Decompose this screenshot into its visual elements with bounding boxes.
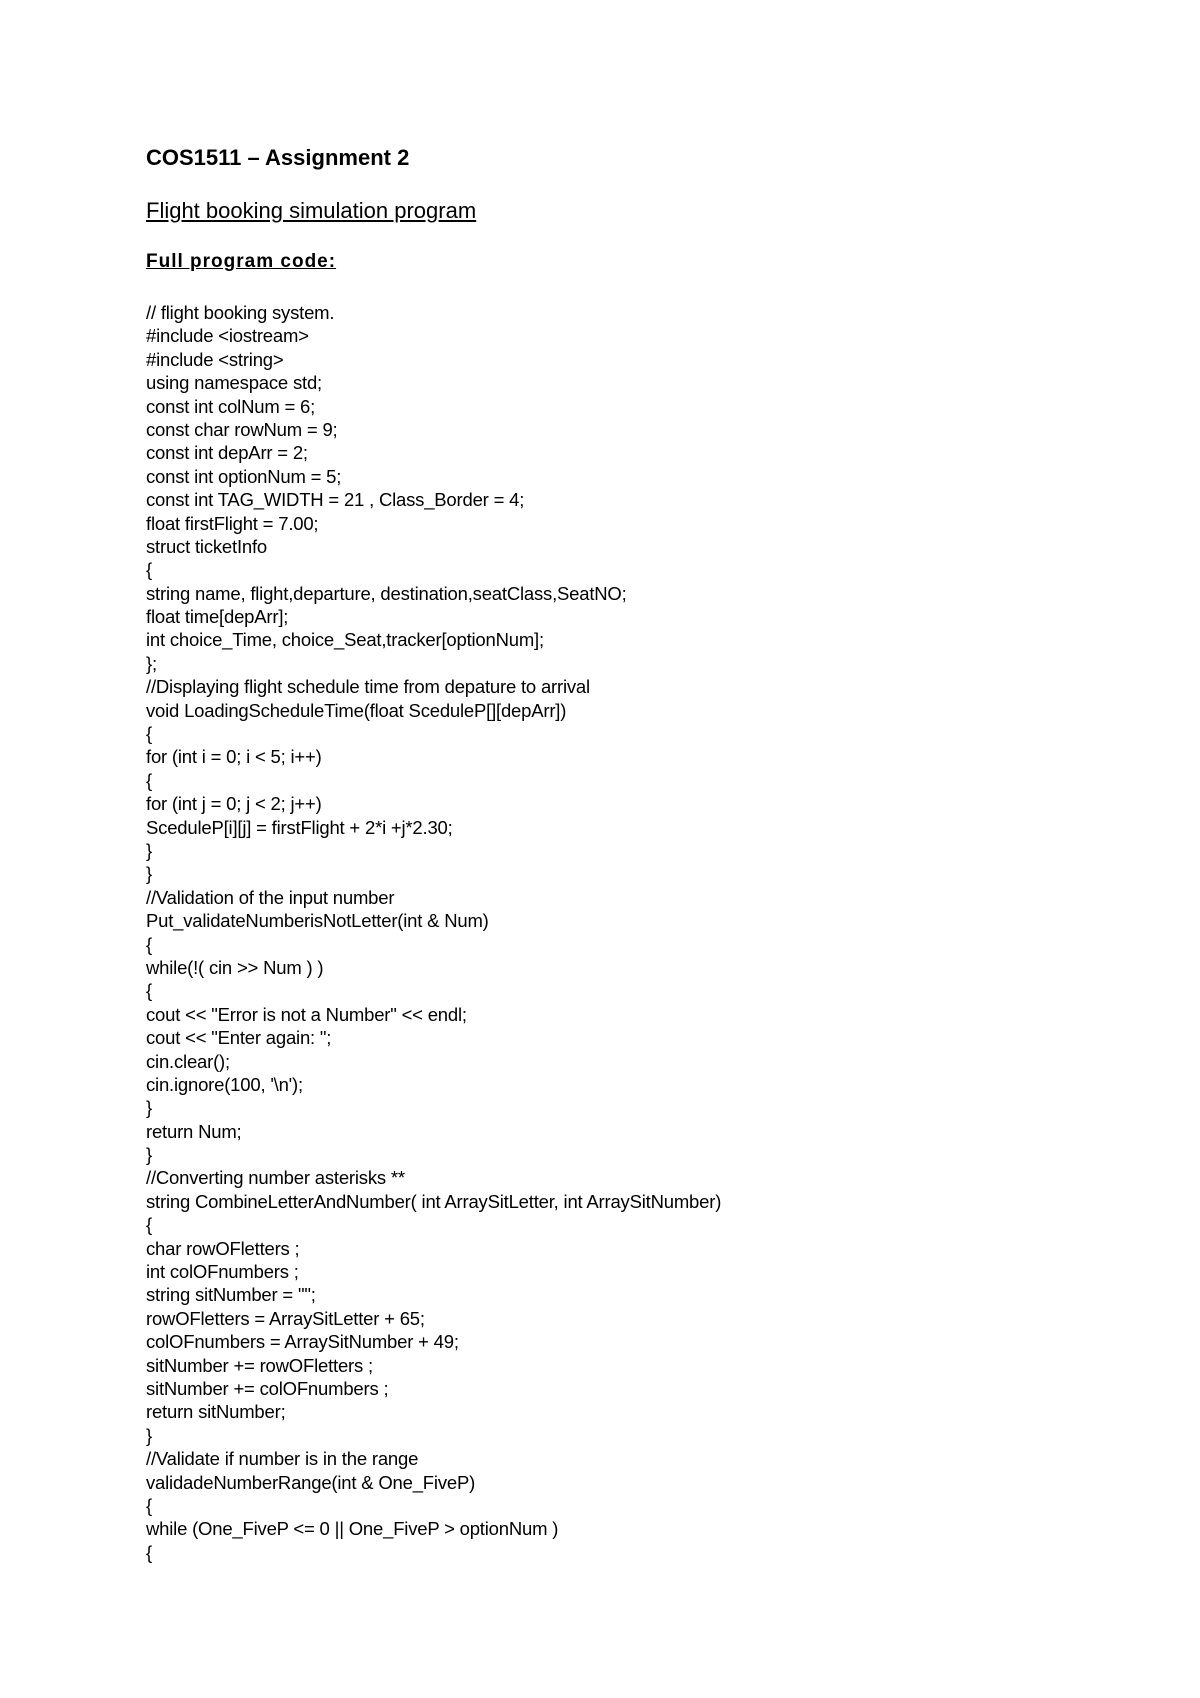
code-line: validadeNumberRange(int & One_FiveP) — [146, 1471, 476, 1493]
code-line: cin.ignore(100, '\n'); — [146, 1073, 303, 1095]
document-subtitle: Flight booking simulation program — [146, 198, 477, 223]
code-line: { — [146, 933, 152, 955]
code-line: { — [146, 980, 152, 1002]
code-line: int colOFnumbers ; — [146, 1261, 299, 1283]
code-line: for (int j = 0; j < 2; j++) — [146, 793, 322, 815]
code-line: char rowOFletters ; — [146, 1237, 300, 1259]
code-line: // flight booking system. — [146, 302, 335, 323]
code-line: } — [146, 1424, 152, 1446]
code-line: #include <string> — [146, 348, 284, 370]
code-line: sitNumber += rowOFletters ; — [146, 1354, 373, 1376]
code-line: } — [146, 839, 152, 861]
code-line: for (int i = 0; i < 5; i++) — [146, 746, 322, 768]
code-line: while(!( cin >> Num ) ) — [146, 956, 324, 978]
code-line: string name, flight,departure, destination,seatClass,SeatNO; — [146, 582, 627, 604]
code-line: } — [146, 1097, 152, 1119]
code-line: } — [146, 1144, 152, 1166]
code-line: { — [146, 1494, 152, 1516]
code-line: Put_validateNumberisNotLetter(int & Num) — [146, 910, 489, 932]
code-line: float firstFlight = 7.00; — [146, 512, 319, 534]
code-line: return Num; — [146, 1120, 242, 1142]
code-line: using namespace std; — [146, 372, 322, 394]
code-line: const int depArr = 2; — [146, 442, 308, 464]
code-line: { — [146, 559, 152, 581]
code-line: void LoadingScheduleTime(float SceduleP[][depArr]) — [146, 699, 567, 721]
code-line: const char rowNum = 9; — [146, 418, 338, 440]
code-line: cin.clear(); — [146, 1050, 230, 1072]
code-line: { — [146, 769, 152, 791]
code-line: //Displaying flight schedule time from depature to arrival — [146, 676, 590, 698]
code-line: //Converting number asterisks ** — [146, 1167, 405, 1189]
code-line: return sitNumber; — [146, 1401, 286, 1423]
code-line: //Validate if number is in the range — [146, 1448, 419, 1470]
document-title: COS1511 – Assignment 2 — [146, 145, 410, 170]
code-line: sitNumber += colOFnumbers ; — [146, 1377, 389, 1399]
code-line: while (One_FiveP <= 0 || One_FiveP > optionNum ) — [146, 1518, 559, 1540]
code-line: SceduleP[i][j] = firstFlight + 2*i +j*2.30; — [146, 816, 453, 838]
code-line: { — [146, 1541, 152, 1563]
code-line: { — [146, 723, 152, 745]
code-line: //Validation of the input number — [146, 886, 395, 908]
code-line: colOFnumbers = ArraySitNumber + 49; — [146, 1331, 459, 1353]
code-line: #include <iostream> — [146, 325, 309, 347]
code-line: string sitNumber = ""; — [146, 1284, 316, 1306]
code-line: cout << "Enter again: "; — [146, 1027, 332, 1049]
code-line: } — [146, 863, 152, 885]
section-heading: Full program code: — [146, 251, 337, 272]
code-line: cout << "Error is not a Number" << endl; — [146, 1003, 467, 1025]
code-line: float time[depArr]; — [146, 606, 289, 628]
code-line: const int optionNum = 5; — [146, 465, 342, 487]
code-line: rowOFletters = ArraySitLetter + 65; — [146, 1307, 425, 1329]
code-line: { — [146, 1214, 152, 1236]
code-line: }; — [146, 652, 157, 674]
code-line: int choice_Time, choice_Seat,tracker[optionNum]; — [146, 629, 544, 651]
code-block — [146, 301, 1146, 1564]
code-line: struct ticketInfo — [146, 535, 268, 557]
code-line: string CombineLetterAndNumber( int ArraySitLetter, int ArraySitNumber) — [146, 1190, 722, 1212]
code-line: const int colNum = 6; — [146, 395, 316, 417]
code-line: const int TAG_WIDTH = 21 , Class_Border = 4; — [146, 489, 525, 511]
